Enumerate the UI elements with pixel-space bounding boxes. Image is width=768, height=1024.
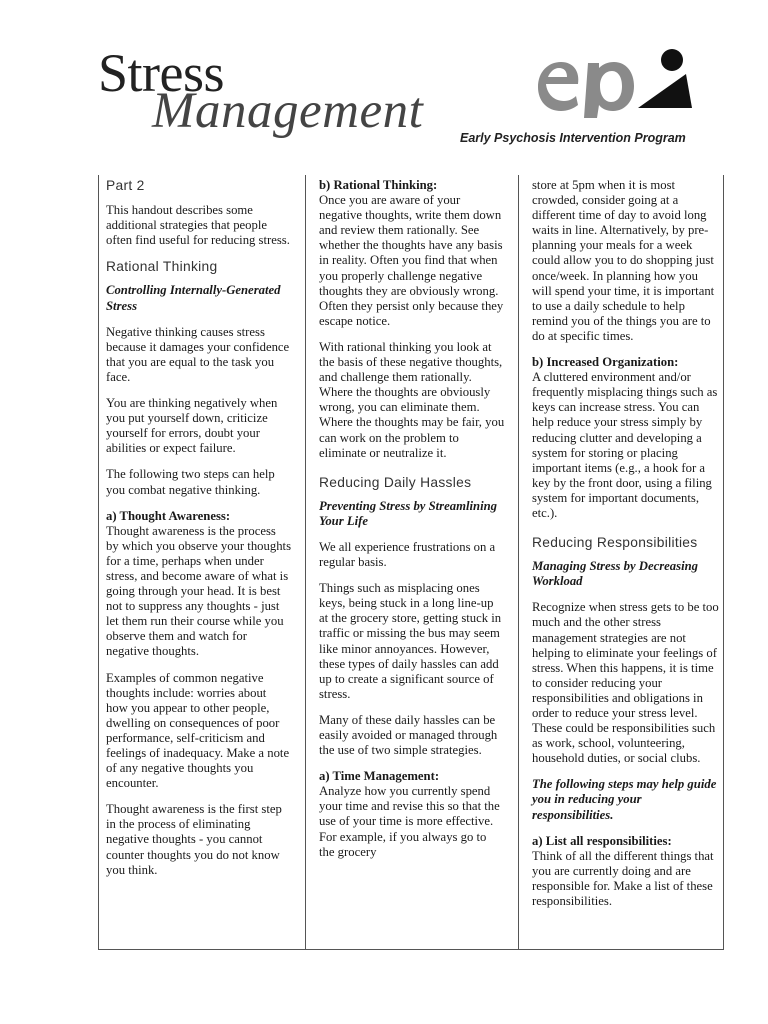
step-text: Once you are aware of your negative thoughts, write them down and review them rationally. See whether the thoughts have any basis in reality. Often you find that when you properly challenge negative thoughts they are obviously wrong. Often they persist only because they escape notice.	[319, 193, 504, 328]
step-label: a) Time Management:	[319, 769, 440, 784]
page-title-management: Management	[152, 83, 424, 139]
paragraph: Negative thinking causes stress because it damages your confidence that you are equal to the task you face.	[106, 324, 290, 384]
step-label: a) Thought Awareness:	[106, 508, 231, 523]
subtitle-internally-generated: Controlling Internally-Generated Stress	[106, 283, 281, 313]
epi-logo	[536, 48, 692, 118]
content-columns	[98, 175, 724, 950]
page-title-stress: Stress	[98, 43, 225, 103]
section-title-daily-hassles: Reducing Daily Hassles	[319, 474, 472, 490]
column-3	[532, 178, 719, 920]
subtitle-streamlining: Preventing Stress by Streamlining Your Life	[319, 498, 497, 528]
paragraph: Thought awareness is the first step in the process of eliminating negative thoughts - you cannot counter thoughts you do not know you think.	[106, 802, 282, 877]
subtitle-decreasing-workload: Managing Stress by Decreasing Workload	[532, 559, 699, 589]
steps-intro: The following steps may help guide you in reducing your responsibilities.	[532, 777, 717, 822]
step-thought-awareness	[106, 509, 291, 660]
paragraph: You are thinking negatively when you put yourself down, criticize yourself for errors, doubt your abilities or expect failure.	[106, 396, 278, 456]
paragraph: The following two steps can help you combat negative thinking.	[106, 467, 275, 497]
intro-paragraph: This handout describes some additional strategies that people often find useful for reducing stress.	[106, 203, 290, 248]
section-title-reducing-responsibilities: Reducing Responsibilities	[532, 535, 698, 551]
column-divider-2	[518, 175, 519, 949]
column-1	[106, 178, 291, 889]
step-text: Think of all the different things that you are currently doing and are responsible for. Make a list of these responsibilities.	[532, 848, 714, 909]
step-time-management	[319, 769, 505, 860]
paragraph: We all experience frustrations on a regular basis.	[319, 539, 496, 570]
step-text: Analyze how you currently spend your time and revise this so that the use of your time is more effective. For example, if you always go to the grocery	[319, 784, 500, 859]
paragraph: Recognize when stress gets to be too much and the other stress management strategies are not helping to eliminate your feelings of stress. When this happens, it is time to consider reducing your responsibilities and obligations in order to reduce your stress level. These could be responsibilities such as work, school, volunteering, household duties, or social clubs.	[532, 600, 719, 766]
paragraph: store at 5pm when it is most crowded, consider going at a different time of day to avoid long waits in line. Alternatively, by pre-planning your meals for a week could allow you to do shopping just once/week. In planning how you will spend your time, it is important to use a daily schedule to help remind you of the things you are to do at specific times.	[532, 178, 715, 343]
paragraph: Examples of common negative thoughts include: worries about how you appear to other people, dwelling on consequences of poor performance, self-criticism and feelings of inadequacy. Make a note of any negative thoughts you encounter.	[106, 670, 290, 791]
column-divider-1	[305, 175, 306, 949]
step-increased-organization	[532, 355, 719, 521]
paragraph: With rational thinking you look at the basis of these negative thoughts, and challenge them rationally. Where the thoughts are obviously wrong, you can eliminate them. Where the thoughts may be fair, you can work on the problem to eliminate or neutralize it.	[319, 339, 505, 460]
step-label: a) List all responsibilities:	[532, 833, 672, 848]
step-text: Thought awareness is the process by which you observe your thoughts for a time, perhaps when under stress, and become aware of what is going through your head. It is best not to suppress any thoughts - just let them run their course while you observe them and watch for negative thoughts.	[106, 523, 292, 659]
step-rational-thinking	[319, 178, 505, 329]
column-2	[319, 178, 505, 871]
step-label: b) Increased Organization:	[532, 355, 679, 370]
paragraph: Things such as misplacing ones keys, being stuck in a long line-up at the grocery store, getting stuck in traffic or missing the bus may seem like minor annoyances. However, these types of daily hassles can add up to create a significant source of stress.	[319, 581, 502, 701]
paragraph: Many of these daily hassles can be easily avoided or managed through the use of two simple strategies.	[319, 712, 498, 758]
step-text: A cluttered environment and/or frequently misplacing things such as keys can increase stress. You can help reduce your stress simply by reducing clutter and developing a system for storing or placing important items (e.g., a hook for a key by the front door, using a filing system for important documents, etc.).	[532, 370, 718, 520]
step-label: b) Rational Thinking:	[319, 178, 438, 192]
program-name: Early Psychosis Intervention Program	[460, 131, 686, 145]
section-title-rational-thinking: Rational Thinking	[106, 259, 218, 275]
step-list-responsibilities	[532, 834, 719, 909]
part-label: Part 2	[106, 178, 145, 193]
